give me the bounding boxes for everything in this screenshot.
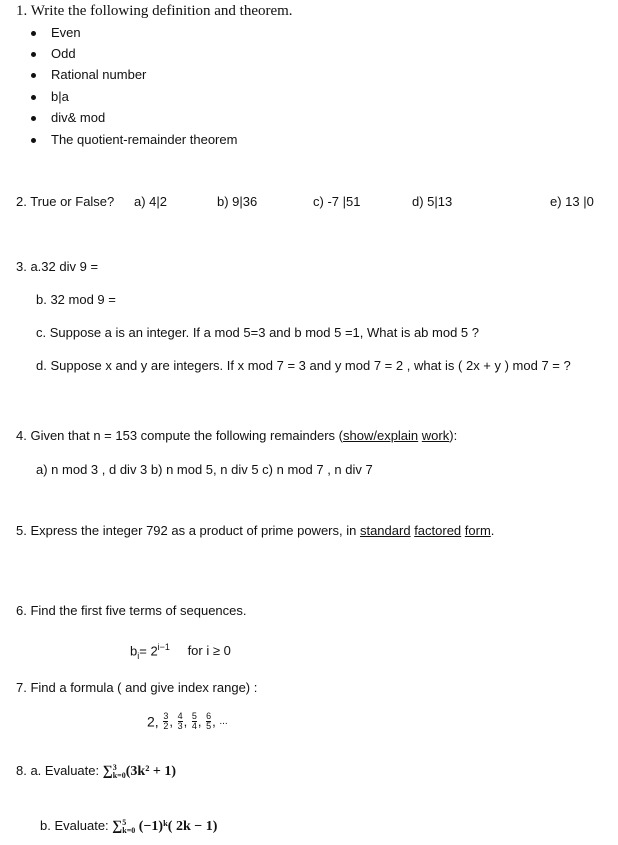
q2-label: 2. True or False? xyxy=(16,194,115,209)
q4-prompt xyxy=(16,428,457,443)
q7-fraction: $\frac{3}{2}$ xyxy=(163,711,169,731)
q5-underlined-factored: factored xyxy=(414,523,462,538)
q8-b-label: b. Evaluate: xyxy=(40,818,109,833)
q2-option-d: d) 5|13 xyxy=(412,194,453,209)
bullet-icon xyxy=(31,31,36,36)
q7-fraction: $\frac{4}{3}$ xyxy=(177,711,183,731)
q6-condition: for i ≥ 0 xyxy=(187,643,231,659)
q5-underlined-form: form xyxy=(464,523,491,538)
q7-prompt: 7. Find a formula ( and give index range) : xyxy=(16,680,258,695)
list-item: Odd xyxy=(51,46,76,61)
q8-a-label: 8. a. Evaluate: xyxy=(16,763,100,778)
q6-prompt: 6. Find the first five terms of sequences. xyxy=(16,603,247,618)
q8-part-b xyxy=(40,818,217,835)
q8-part-a xyxy=(16,763,176,780)
q6-formula-eq: = 2 xyxy=(139,643,158,659)
q2-option-b: b) 9|36 xyxy=(217,194,258,209)
q1-heading: 1. Write the following definition and theorem. xyxy=(16,3,293,19)
q6-formula-lhs: b xyxy=(130,643,138,659)
q5-suffix: . xyxy=(490,523,495,538)
bullet-icon xyxy=(31,138,36,143)
q8-b-expression: ∑ 5 k=0 (−1)ᵏ( 2k − 1) xyxy=(112,817,218,835)
q7-ellipsis: ... xyxy=(219,716,228,727)
q4-underlined-show-explain: show/explain xyxy=(343,428,419,443)
q5-prefix: 5. Express the integer 792 as a product of prime powers, in xyxy=(16,523,360,538)
q2-option-c: c) -7 |51 xyxy=(313,194,361,209)
q7-sequence: 2, $\frac{3}{2}$ , $\frac{4}{3}$ , $\frac{5}{4}$ , $\frac{6}{5}$ , ... xyxy=(147,711,228,731)
q2-option-e: e) 13 |0 xyxy=(550,194,594,209)
q5-prompt xyxy=(16,523,494,538)
list-item: Rational number xyxy=(51,67,147,82)
q2-option-a: a) 4|2 xyxy=(134,194,168,209)
bullet-icon xyxy=(31,73,36,78)
q6-formula-exp: i−1 xyxy=(157,642,170,652)
q3-part-c: c. Suppose a is an integer. If a mod 5=3 and b mod 5 =1, What is ab mod 5 ? xyxy=(36,325,479,340)
q7-first-term: 2, xyxy=(147,713,159,730)
q6-formula xyxy=(130,642,231,661)
list-item: b|a xyxy=(51,89,69,104)
q6-formula-sub: i xyxy=(137,650,140,661)
q5-underlined-standard: standard xyxy=(359,523,411,538)
bullet-icon xyxy=(31,116,36,121)
q4-prefix: 4. Given that n = 153 compute the following remainders ( xyxy=(16,428,343,443)
list-item: div& mod xyxy=(51,110,106,125)
bullet-icon xyxy=(31,95,36,100)
list-item: Even xyxy=(51,25,81,40)
q4-suffix: ): xyxy=(449,428,458,443)
q8-a-expression: ∑ 3 k=0 (3k² + 1) xyxy=(102,762,177,780)
q4-parts: a) n mod 3 , d div 3 b) n mod 5, n div 5 c) n mod 7 , n div 7 xyxy=(36,462,373,477)
q4-underlined-work: work xyxy=(421,428,450,443)
q7-fraction: $\frac{6}{5}$ xyxy=(206,711,212,731)
bullet-icon xyxy=(31,52,36,57)
q3-part-a: 3. a.32 div 9 = xyxy=(16,259,99,274)
list-item: The quotient-remainder theorem xyxy=(51,132,238,147)
q3-part-d: d. Suppose x and y are integers. If x mod 7 = 3 and y mod 7 = 2 , what is ( 2x + y ) mod 7 = ? xyxy=(36,358,571,373)
q7-fraction: $\frac{5}{4}$ xyxy=(191,711,197,731)
q3-part-b: b. 32 mod 9 = xyxy=(36,292,116,307)
